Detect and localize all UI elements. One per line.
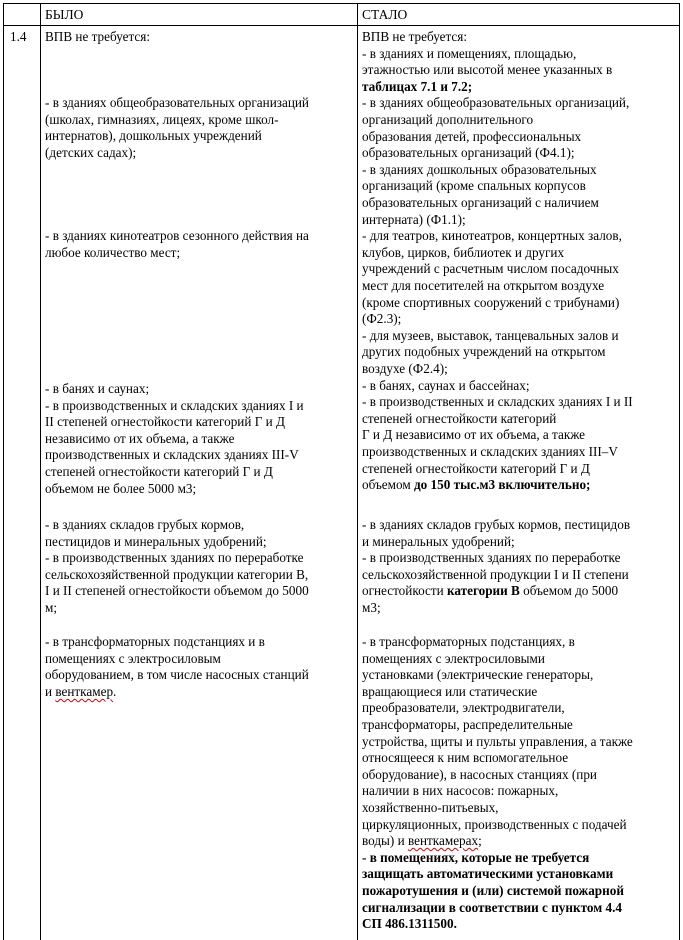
became-paragraph <box>362 634 633 933</box>
text-line: производственных и складских зданиях III-V <box>45 447 299 463</box>
text-line: степеней огнестойкости категорий Г и Д <box>45 463 273 479</box>
text-line: вращающиеся или статические <box>362 683 538 699</box>
text-line <box>362 79 612 96</box>
text-line: установками (электрические генераторы, <box>362 667 594 683</box>
text-line: I и II степеней огнестойкости объемом до 5000 <box>45 583 309 599</box>
was-paragraph <box>45 517 309 617</box>
text-line: сельскохозяйственной продукции категории В, <box>45 566 309 582</box>
bold-line: СП 486.1311500. <box>362 916 457 932</box>
text-line: - в производственных зданиях по переработке <box>45 550 304 566</box>
table-header-row <box>4 4 680 26</box>
text-line: - в зданиях складов грубых кормов, <box>45 517 245 532</box>
text-line: - в зданиях общеобразовательных организаций <box>45 95 309 110</box>
text-line: других подобных учреждений на открытом <box>362 344 606 360</box>
column-divider <box>679 4 680 940</box>
was-intro: ВПВ не требуется: <box>45 29 150 44</box>
became-intro: ВПВ не требуется: <box>362 29 467 44</box>
became-paragraph <box>362 517 630 617</box>
header-became: СТАЛО <box>362 7 408 22</box>
bold-text: таблицах 7.1 и 7.2; <box>362 78 473 94</box>
comparison-table <box>3 3 680 940</box>
text-line: объемом не более 5000 м3; <box>45 480 197 496</box>
text-line: интернатов), дошкольных учреждений <box>45 128 262 144</box>
text-fragment: воды) и <box>362 833 408 849</box>
text-line: хозяйственно-питьевых, <box>362 799 499 815</box>
text-line: образовательных организаций с наличием <box>362 194 599 210</box>
bold-line: защищать автоматическими установками <box>362 866 614 882</box>
text-line: трансформаторы, распределительные <box>362 716 573 732</box>
text-line: независимо от их объема, а также <box>45 430 235 446</box>
text-line: - в банях, саунах и бассейнах; <box>362 377 530 393</box>
text-line: (кроме спортивных сооружений с трибунами) <box>362 294 620 310</box>
text-line: любое количество мест; <box>45 244 181 260</box>
text-line: - в зданиях общеобразовательных организаций, <box>362 95 630 111</box>
text-fragment: объемом <box>362 477 414 493</box>
column-divider <box>357 4 358 940</box>
text-line: - в зданиях кинотеатров сезонного действия на <box>45 228 309 243</box>
text-line: Г и Д независимо от их объема, а также <box>362 427 586 443</box>
text-line <box>362 583 630 600</box>
text-line: относящееся к ним вспомогательное <box>362 750 569 766</box>
text-line: пестицидов и минеральных удобрений; <box>45 533 267 549</box>
text-line: помещениях с электросиловыми <box>362 650 545 666</box>
text-line: интерната) (Ф1.1); <box>362 211 466 227</box>
text-line <box>45 684 309 701</box>
text-line: оборудование), в насосных станциях (при <box>362 766 597 782</box>
text-fragment: объемом до 5000 <box>519 583 619 599</box>
bold-line: - в помещениях, которые не требуется <box>362 849 590 865</box>
text-line: - в трансформаторных подстанциях, в <box>362 634 575 649</box>
was-paragraph <box>45 228 309 261</box>
text-line: оборудованием, в том числе насосных станций <box>45 667 309 683</box>
text-line: воздухе (Ф2.4); <box>362 360 448 376</box>
text-line: - в зданиях складов грубых кормов, пестицидов <box>362 517 631 532</box>
text-line: сельскохозяйственной продукции I и II степени <box>362 566 629 582</box>
text-line: м; <box>45 599 58 615</box>
header-was: БЫЛО <box>45 7 84 22</box>
text-fragment: . <box>113 683 117 699</box>
text-line: наличии в них насосов: пожарных, <box>362 783 559 799</box>
text-line: (Ф2.3); <box>362 311 402 327</box>
text-line: - в производственных и складских зданиях I и II <box>362 394 633 410</box>
bold-line: пожаротушения и (или) системой пожарной <box>362 882 624 898</box>
text-line: - для музеев, выставок, танцевальных залов и <box>362 327 619 343</box>
spellcheck-word: венткамер <box>55 683 114 699</box>
text-line: II степеней огнестойкости категорий Г и Д <box>45 414 285 430</box>
became-paragraph <box>362 95 629 228</box>
text-line: - в производственных и складских зданиях I и <box>45 397 304 413</box>
bold-line: сигнализации в соответствии с пунктом 4.4 <box>362 899 623 915</box>
text-line: преобразователи, электродвигатели, <box>362 700 565 716</box>
text-line: - в зданиях и помещениях, площадью, <box>362 45 577 61</box>
text-line: образования детей, профессиональных <box>362 128 582 144</box>
text-line: образовательных организаций (Ф4.1); <box>362 145 575 161</box>
text-fragment: и <box>45 683 56 699</box>
became-paragraph <box>362 378 633 494</box>
was-paragraph <box>45 381 304 497</box>
text-line: организаций (кроме спальных корпусов <box>362 178 586 194</box>
text-line: устройства, щиты и пульты управления, а также <box>362 733 633 749</box>
text-line <box>362 477 633 494</box>
text-line: степеней огнестойкости категорий <box>362 410 557 426</box>
text-line: - для театров, кинотеатров, концертных залов, <box>362 228 622 244</box>
text-line: - в производственных зданиях по переработке <box>362 550 621 566</box>
text-line: (школах, гимназиях, лицеях, кроме школ- <box>45 111 279 127</box>
text-line: учреждений с расчетным числом посадочных <box>362 261 619 277</box>
text-line: организаций дополнительного <box>362 111 534 127</box>
was-paragraph <box>45 634 309 700</box>
row-number: 1.4 <box>10 29 27 44</box>
became-paragraph <box>362 228 622 377</box>
text-line: - в трансформаторных подстанциях и в <box>45 634 265 649</box>
text-fragment: ; <box>478 833 482 849</box>
became-paragraph <box>362 46 612 96</box>
text-line: помещениях с электросиловым <box>45 650 221 666</box>
text-fragment: огнестойкости <box>362 583 447 599</box>
text-line: производственных и складских зданиях III–V <box>362 443 618 459</box>
text-line: мест для посетителей на открытом воздухе <box>362 277 605 293</box>
text-line: этажностью или высотой менее указанных в <box>362 62 613 78</box>
was-paragraph <box>45 95 309 161</box>
text-line: - в зданиях дошкольных образовательных <box>362 161 597 177</box>
text-line: клубов, цирков, библиотек и других <box>362 244 565 260</box>
spellcheck-word: венткамерах <box>407 833 479 849</box>
text-line: циркуляционных, производственных с подачей <box>362 816 627 832</box>
column-divider <box>40 4 41 940</box>
text-line: м3; <box>362 599 381 615</box>
bold-text: до 150 тыс.м3 включительно; <box>413 477 591 493</box>
text-line: степеней огнестойкости категорий Г и Д <box>362 460 590 476</box>
text-line: (детских садах); <box>45 144 137 160</box>
text-line: и минеральных удобрений; <box>362 533 515 549</box>
text-line: - в банях и саунах; <box>45 381 150 396</box>
bold-text: категории В <box>446 583 520 599</box>
text-line <box>362 833 633 850</box>
